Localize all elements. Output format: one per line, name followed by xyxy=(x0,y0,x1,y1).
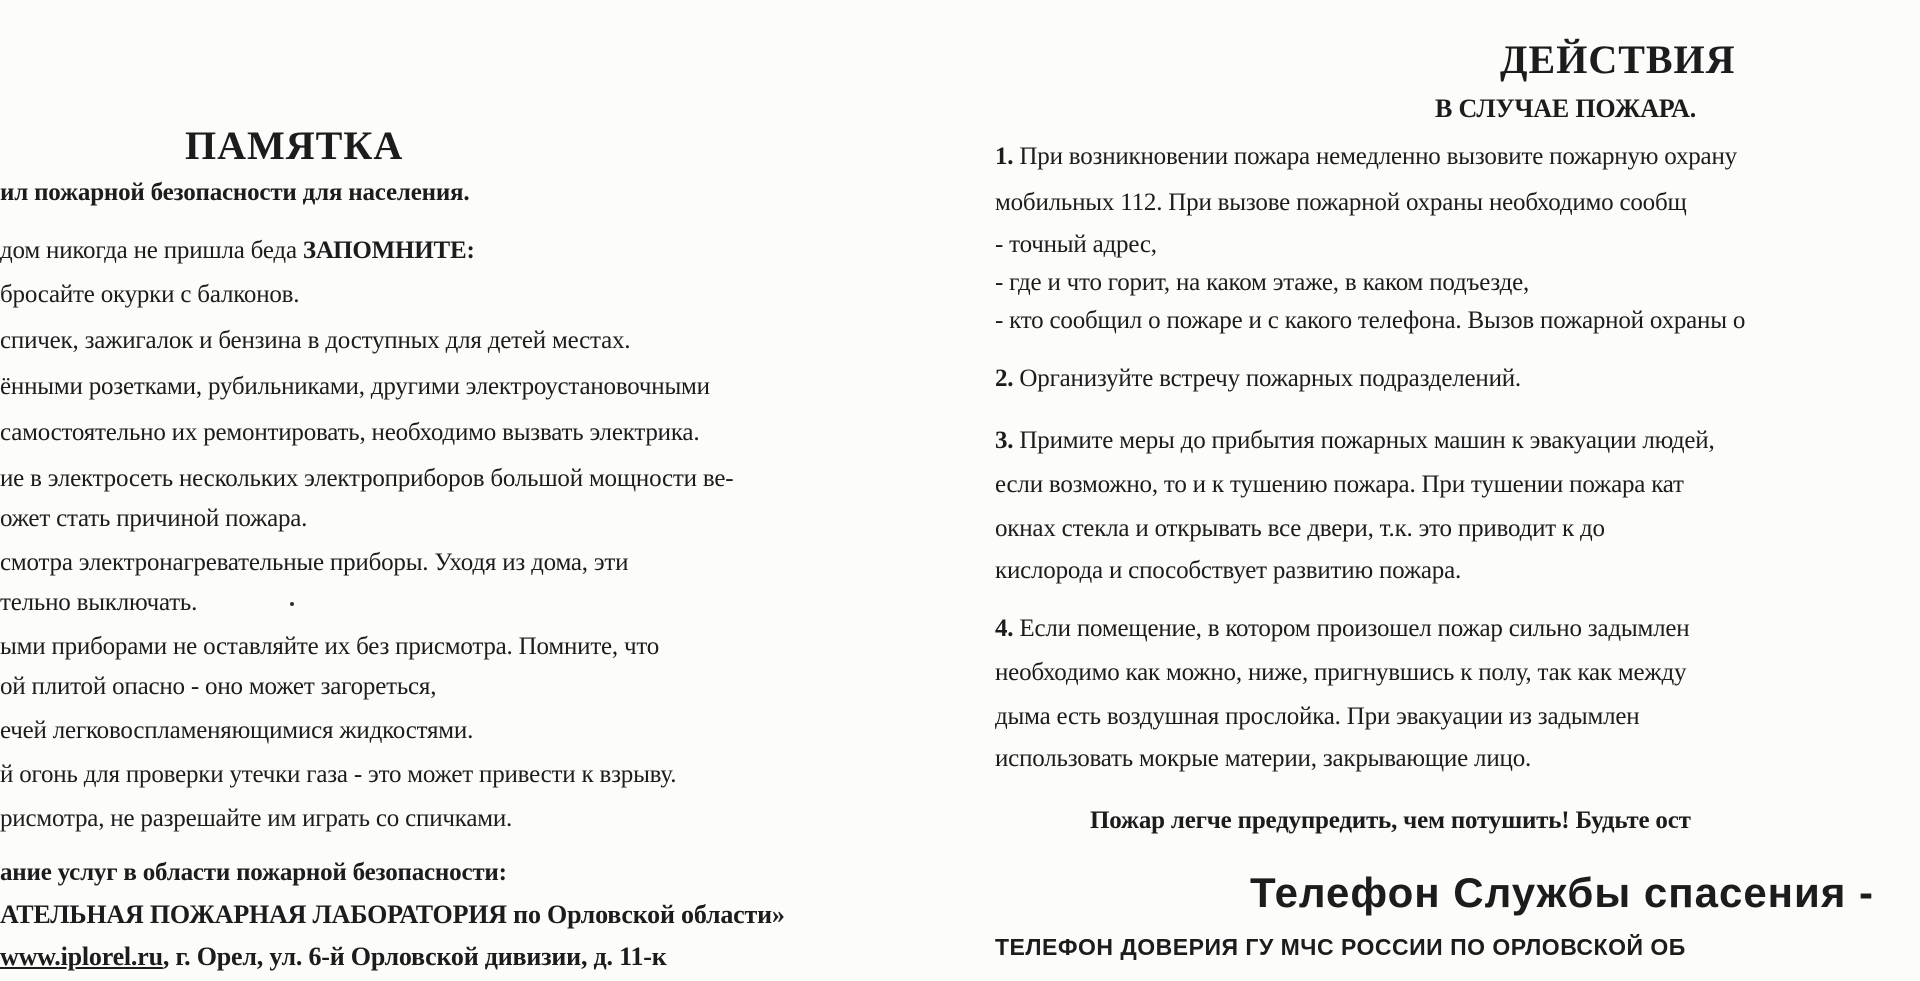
action-3-line-2: если возможно, то и к тушению пожара. При тушении пожара кат xyxy=(995,471,1684,498)
action-3-line-1 xyxy=(995,426,1715,456)
memo-address-line xyxy=(0,942,667,972)
action-1-line-1 xyxy=(995,142,1737,172)
memo-line-8: тельно выключать. xyxy=(0,589,198,616)
memo-line-10: ой плитой опасно - оно может загореться, xyxy=(0,673,437,700)
memo-intro xyxy=(0,236,475,266)
memo-line-4: самостоятельно их ремонтировать, необходимо вызвать электрика. xyxy=(0,419,700,446)
memo-title: ПАМЯТКА xyxy=(185,123,404,168)
action-3-line-4: кислорода и способствует развитию пожара. xyxy=(995,557,1462,584)
action-3-line-3: окнах стекла и открывать все двери, т.к. это приводит к до xyxy=(995,515,1605,542)
action-1-number: 1. xyxy=(995,143,1014,170)
memo-line-2: спичек, зажигалок и бензина в доступных для детей местах. xyxy=(0,327,631,354)
memo-lab-line xyxy=(0,900,785,930)
action-4-line-2: необходимо как можно, ниже, пригнувшись к полу, так как между xyxy=(995,659,1687,686)
memo-line-6: ожет стать причиной пожара. xyxy=(0,505,308,532)
memo-line-1: бросайте окурки с балконов. xyxy=(0,281,300,308)
memo-lab-region: по Орловской области» xyxy=(506,900,785,929)
action-1-bullet-2: - где и что горит, на каком этаже, в каком подъезде, xyxy=(995,269,1530,296)
memo-line-7: смотра электронагревательные приборы. Уходя из дома, эти xyxy=(0,549,629,576)
memo-services-line: ание услуг в области пожарной безопасности: xyxy=(0,859,507,886)
action-1-bullet-3: - кто сообщил о пожаре и с какого телефона. Вызов пожарной охраны о xyxy=(995,307,1746,334)
action-1-line-2: мобильных 112. При вызове пожарной охраны необходимо сообщ xyxy=(995,189,1687,216)
memo-line-12: й огонь для проверки утечки газа - это может привести к взрыву. xyxy=(0,761,677,788)
rescue-phone-title: Телефон Службы спасения - xyxy=(1250,869,1875,916)
action-3-number: 3. xyxy=(995,427,1014,454)
memo-address: , г. Орел, ул. 6-й Орловской дивизии, д. 11-к xyxy=(162,942,667,971)
memo-intro-text: дом никогда не пришла беда xyxy=(0,237,303,264)
action-4-line-4: использовать мокрые материи, закрывающие лицо. xyxy=(995,745,1532,772)
action-1-text: При возникновении пожара немедленно вызовите пожарную охрану xyxy=(1013,143,1737,170)
action-4-line-1 xyxy=(995,614,1689,644)
action-2-text: Организуйте встречу пожарных подразделений. xyxy=(1013,365,1521,392)
memo-line-5: ие в электросеть нескольких электроприборов большой мощности ве- xyxy=(0,465,734,492)
stray-dot xyxy=(290,602,294,606)
memo-line-13: рисмотра, не разрешайте им играть со спичками. xyxy=(0,805,513,832)
action-4-text: Если помещение, в котором произошел пожар сильно задымлен xyxy=(1013,615,1690,642)
safety-slogan: Пожар легче предупредить, чем потушить! Будьте ост xyxy=(1090,807,1691,834)
memo-line-9: ыми приборами не оставляйте их без присмотра. Помните, что xyxy=(0,633,660,660)
actions-title: ДЕЙСТВИЯ xyxy=(1500,37,1736,82)
action-3-text: Примите меры до прибытия пожарных машин к эвакуации людей, xyxy=(1013,427,1715,454)
memo-subtitle: ил пожарной безопасности для населения. xyxy=(0,179,470,206)
memo-line-3: ёнными розетками, рубильниками, другими электроустановочными xyxy=(0,373,710,400)
memo-site-link[interactable]: www.iplorel.ru xyxy=(0,942,163,971)
action-4-number: 4. xyxy=(995,615,1014,642)
action-2 xyxy=(995,364,1521,394)
hotline-line: ТЕЛЕФОН ДОВЕРИЯ ГУ МЧС РОССИИ ПО ОРЛОВСКОЙ ОБ xyxy=(995,934,1686,960)
action-1-bullet-1: - точный адрес, xyxy=(995,231,1157,258)
action-2-number: 2. xyxy=(995,365,1014,392)
memo-lab-name: АТЕЛЬНАЯ ПОЖАРНАЯ ЛАБОРАТОРИЯ xyxy=(0,900,507,929)
memo-intro-emphasis: ЗАПОМНИТЕ: xyxy=(302,237,475,264)
action-4-line-3: дыма есть воздушная прослойка. При эвакуации из задымлен xyxy=(995,703,1640,730)
memo-line-11: ечей легковоспламеняющимися жидкостями. xyxy=(0,717,474,744)
actions-subtitle: В СЛУЧАЕ ПОЖАРА. xyxy=(1435,94,1697,123)
